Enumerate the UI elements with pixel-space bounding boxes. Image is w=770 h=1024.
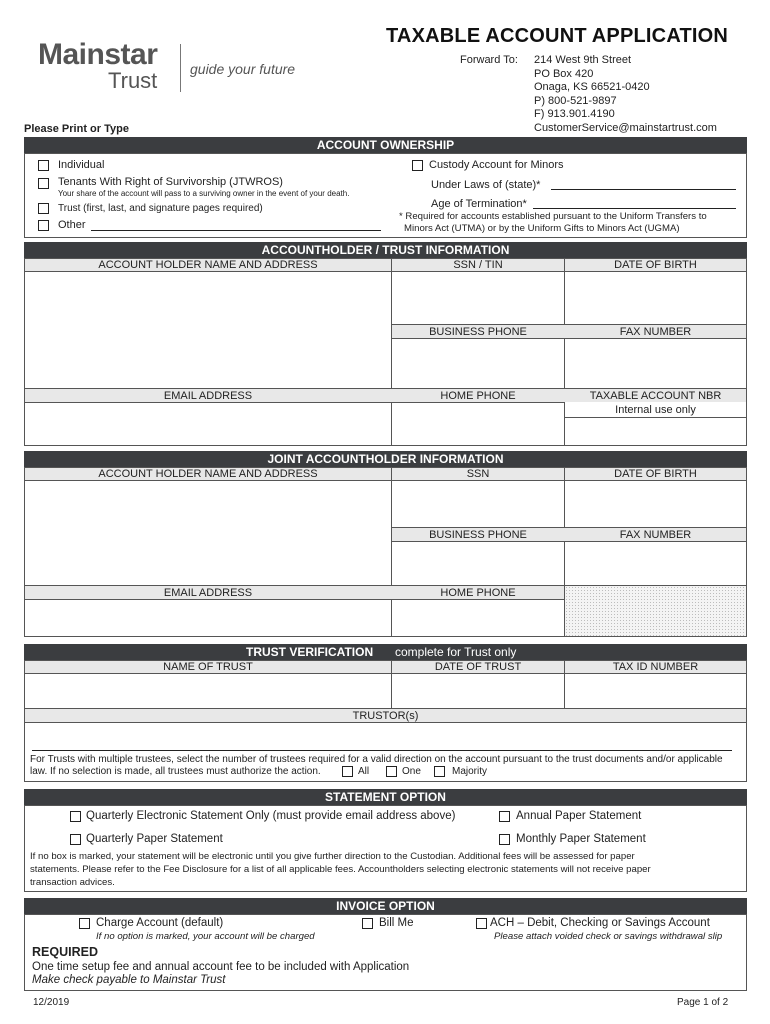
payable-note: Make check payable to Mainstar Trust: [32, 974, 226, 986]
required-note: * Required for accounts established pursuant to the Uniform Transfers to: [399, 211, 707, 222]
joint-business-phone-field[interactable]: [392, 542, 564, 585]
trustors-input[interactable]: [32, 750, 732, 751]
trust-heading: TRUST VERIFICATION: [246, 645, 374, 659]
jtwros-checkbox[interactable]: [38, 178, 49, 189]
other-label: Other: [58, 219, 86, 231]
joint-name-label: ACCOUNT HOLDER NAME AND ADDRESS: [98, 468, 318, 480]
trust-heading-note: complete for Trust only: [395, 645, 517, 659]
monthly-paper-label: Monthly Paper Statement: [516, 833, 646, 845]
joint-fax-label: FAX NUMBER: [619, 529, 692, 541]
address-line: Onaga, KS 66521-0420: [534, 81, 650, 93]
joint-email-label: EMAIL ADDRESS: [163, 587, 253, 599]
holder-fax-field[interactable]: [565, 339, 746, 387]
annual-paper-checkbox[interactable]: [499, 811, 510, 822]
ach-checkbox[interactable]: [476, 918, 487, 929]
holder-business-phone-field[interactable]: [392, 339, 564, 387]
internal-use-label: Internal use only: [615, 404, 696, 416]
ownership-heading: ACCOUNT OWNERSHIP: [24, 137, 747, 153]
statement-note-end: transaction advices.: [30, 877, 115, 888]
email-line: CustomerService@mainstartrust.com: [534, 121, 717, 134]
holder-divider: [391, 324, 747, 325]
form-date: 12/2019: [33, 997, 70, 1008]
mailing-address: [534, 54, 717, 135]
q-electronic-checkbox[interactable]: [70, 811, 81, 822]
fax-line: F) 913.901.4190: [534, 108, 615, 120]
jtwros-label: Tenants With Right of Survivorship (JTWROS): [58, 176, 283, 188]
joint-home-phone-field[interactable]: [392, 600, 564, 636]
joint-dob-label: DATE OF BIRTH: [614, 468, 697, 480]
holder-fax-label: FAX NUMBER: [619, 326, 692, 338]
holder-name-field[interactable]: [25, 272, 391, 387]
phone-line: P) 800-521-9897: [534, 94, 617, 107]
holder-dob-label: DATE OF BIRTH: [614, 259, 697, 271]
trustors-label: TRUSTOR(s): [352, 710, 419, 722]
charge-checkbox[interactable]: [79, 918, 90, 929]
invoice-heading: INVOICE OPTION: [24, 898, 747, 914]
majority-checkbox[interactable]: [434, 766, 445, 777]
q-electronic-label: Quarterly Electronic Statement Only (must provide email address above): [86, 810, 456, 822]
joint-ssn-label: SSN: [466, 468, 490, 480]
ach-label: ACH – Debit, Checking or Savings Account: [490, 917, 710, 929]
holder-home-phone-label: HOME PHONE: [440, 390, 516, 402]
state-input[interactable]: [551, 189, 736, 190]
fee-note: One time setup fee and annual account fee to be included with Application: [32, 961, 410, 973]
statement-heading: STATEMENT OPTION: [24, 789, 747, 805]
trust-label: Trust (first, last, and signature pages required): [58, 203, 263, 214]
holder-ssn-label: SSN / TIN: [453, 259, 503, 271]
majority-label: Majority: [452, 766, 488, 777]
joint-ssn-field[interactable]: [392, 481, 564, 527]
required-note-cont: Minors Act (UTMA) or by the Uniform Gifts to Minors Act (UGMA): [404, 223, 680, 234]
trust-date-label: DATE OF TRUST: [434, 661, 522, 673]
age-termination-label: Age of Termination*: [431, 198, 527, 210]
joint-divider: [391, 527, 747, 528]
joint-blank-cell: [565, 586, 746, 636]
logo-subword: Trust: [108, 68, 158, 93]
individual-label: Individual: [58, 159, 105, 171]
tax-id-label: TAX ID NUMBER: [612, 661, 699, 673]
holder-name-label: ACCOUNT HOLDER NAME AND ADDRESS: [98, 259, 318, 271]
statement-note: If no box is marked, your statement will be electronic until you give further direction to the Custodian. Additional fees will be assessed for paper: [30, 851, 635, 862]
bill-me-checkbox[interactable]: [362, 918, 373, 929]
page-number: Page 1 of 2: [677, 997, 729, 1008]
joint-fax-field[interactable]: [565, 542, 746, 585]
logo-wordmark: Mainstar: [38, 38, 158, 71]
joint-dob-field[interactable]: [565, 481, 746, 527]
address-line: 214 West 9th Street: [534, 54, 632, 66]
q-paper-checkbox[interactable]: [70, 834, 81, 845]
trustees-note-cont: law. If no selection is made, all trustees must authorize the action.: [30, 766, 321, 777]
taxable-nbr-label: TAXABLE ACCOUNT NBR: [589, 390, 722, 402]
required-heading: REQUIRED: [32, 945, 98, 959]
holder-ssn-field[interactable]: [392, 272, 564, 324]
trust-divider: [24, 708, 747, 709]
holder-email-label: EMAIL ADDRESS: [163, 390, 253, 402]
trustees-note: For Trusts with multiple trustees, select the number of trustees required for a valid direction on the account pursuant to the trust documents and/or applicable: [30, 754, 723, 765]
custody-checkbox[interactable]: [412, 160, 423, 171]
statement-note-cont: statements. Please refer to the Fee Disclosure for a list of all applicable fees. Accountholders selecting electronic statements will not receive paper: [30, 864, 651, 875]
all-label: All: [358, 766, 370, 777]
individual-checkbox[interactable]: [38, 160, 49, 171]
holder-dob-field[interactable]: [565, 272, 746, 324]
trust-date-field[interactable]: [392, 674, 564, 707]
print-note: Please Print or Type: [24, 123, 129, 135]
one-checkbox[interactable]: [386, 766, 397, 777]
all-checkbox[interactable]: [342, 766, 353, 777]
holder-email-field[interactable]: [25, 403, 391, 445]
holder-divider: [564, 417, 747, 418]
trust-divider: [24, 722, 747, 723]
trust-name-label: NAME OF TRUST: [163, 661, 253, 673]
holder-divider: [24, 388, 747, 389]
joint-email-field[interactable]: [25, 600, 391, 636]
trust-checkbox[interactable]: [38, 203, 49, 214]
joint-heading: JOINT ACCOUNTHOLDER INFORMATION: [24, 451, 747, 467]
ach-note: Please attach voided check or savings withdrawal slip: [494, 931, 723, 942]
custody-label: Custody Account for Minors: [429, 159, 564, 171]
age-input[interactable]: [533, 208, 736, 209]
other-input[interactable]: [91, 230, 381, 231]
page-title: TAXABLE ACCOUNT APPLICATION: [386, 25, 729, 47]
bill-me-label: Bill Me: [379, 917, 414, 929]
one-label: One: [402, 766, 421, 777]
holder-business-phone-label: BUSINESS PHONE: [429, 326, 527, 338]
trust-heading-bar: [24, 644, 747, 660]
jtwros-note: Your share of the account will pass to a surviving owner in the event of your death.: [58, 189, 350, 198]
holder-heading: ACCOUNTHOLDER / TRUST INFORMATION: [24, 242, 747, 258]
under-laws-label: Under Laws of (state)*: [431, 179, 541, 191]
joint-business-phone-label: BUSINESS PHONE: [429, 529, 527, 541]
joint-name-field[interactable]: [25, 481, 391, 584]
tagline: guide your future: [190, 61, 296, 77]
q-paper-label: Quarterly Paper Statement: [86, 833, 223, 845]
charge-note: If no option is marked, your account will be charged: [96, 931, 315, 942]
address-line: PO Box 420: [534, 67, 594, 80]
monthly-paper-checkbox[interactable]: [499, 834, 510, 845]
trust-name-field[interactable]: [25, 674, 391, 707]
tax-id-field[interactable]: [565, 674, 746, 707]
joint-home-phone-label: HOME PHONE: [440, 587, 516, 599]
forward-label: Forward To:: [460, 54, 518, 66]
logo-divider: [180, 44, 181, 92]
other-checkbox[interactable]: [38, 220, 49, 231]
holder-home-phone-field[interactable]: [392, 403, 564, 445]
annual-paper-label: Annual Paper Statement: [516, 810, 642, 822]
charge-label: Charge Account (default): [96, 917, 224, 929]
